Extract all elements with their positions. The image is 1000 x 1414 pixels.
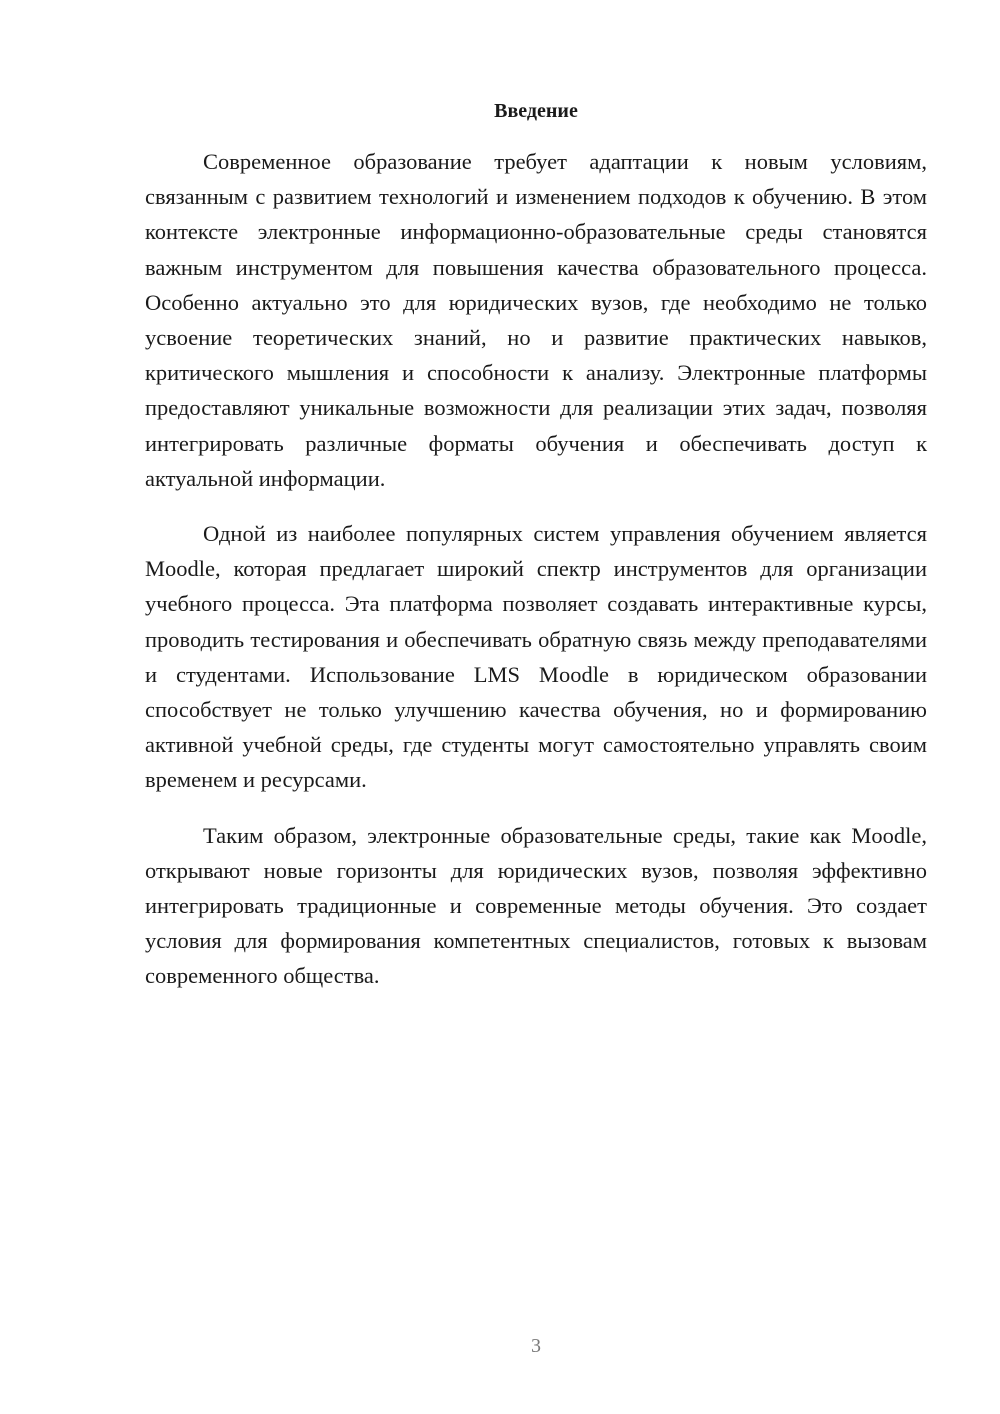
paragraph-3: Таким образом, электронные образовательные среды, такие как Moodle, открывают новые горизонты для юридических вузов, позволяя эффективно интегрировать традиционные и современные методы обучения. Это создает условия для формирования компетентных специалистов, готовых к вызовам современного общества. — [145, 822, 927, 989]
section-title: Введение — [494, 100, 578, 122]
body-text — [145, 144, 927, 994]
page-number: 3 — [531, 1335, 541, 1357]
paragraph-1: Современное образование требует адаптации к новым условиям, связанным с развитием технологий и изменением подходов к обучению. В этом контексте электронные информационно-образовательные среды становятся важным инструментом для повышения качества образовательного процесса. Особенно актуально это для юридических вузов, где необходимо не только усвоение теоретических знаний, но и развитие практических навыков, критического мышления и способности к анализу. Электронные платформы предоставляют уникальные возможности для реализации этих задач, позволяя интегрировать различные форматы обучения и обеспечивать доступ к актуальной информации. — [145, 149, 927, 491]
paragraph-2: Одной из наиболее популярных систем управления обучением является Moodle, которая предлагает широкий спектр инструментов для организации учебного процесса. Эта платформа позволяет создавать интерактивные курсы, проводить тестирования и обеспечивать обратную связь между преподавателями и студентами. Использование LMS Moodle в юридическом образовании способствует не только улучшению качества обучения, но и формированию активной учебной среды, где студенты могут самостоятельно управлять своим временем и ресурсами. — [145, 521, 927, 793]
